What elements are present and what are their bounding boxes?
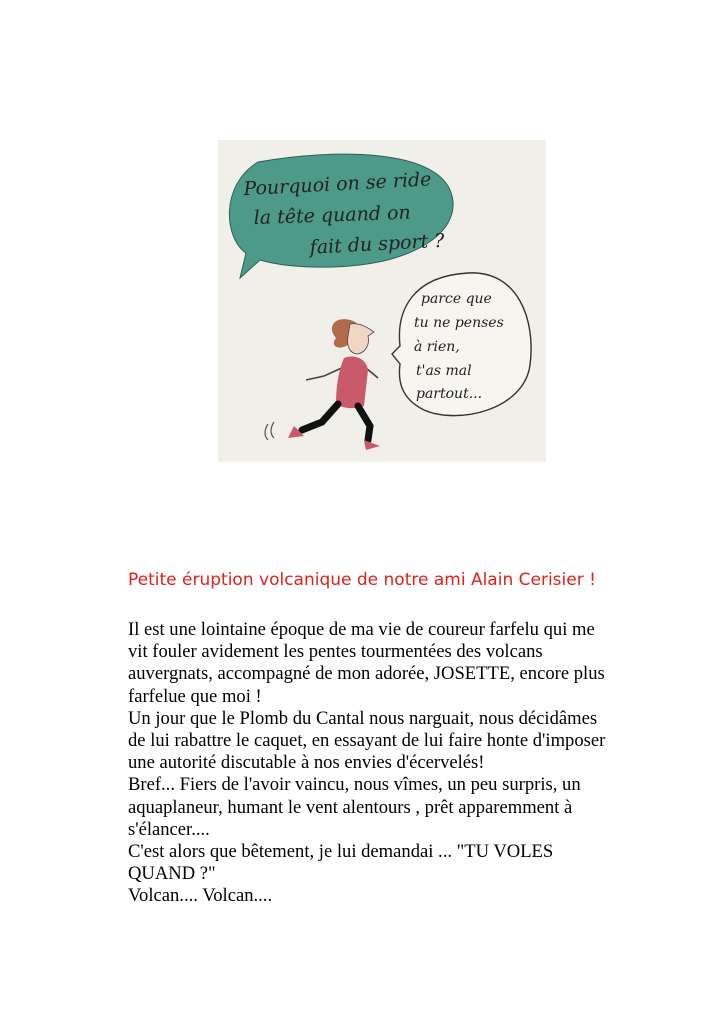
running-woman <box>265 319 380 450</box>
body-line: Il est une lointaine époque de ma vie de coureur farfelu qui me <box>128 619 595 640</box>
body-line: aquaplaneur, humant le vent alentours , prêt apparemment à <box>128 796 573 818</box>
body-line: farfelue que moi ! <box>128 685 262 707</box>
body-line: QUAND ?" <box>128 863 216 885</box>
article-body <box>128 619 668 908</box>
body-line: s'élancer.... <box>128 818 210 840</box>
body-line: Volcan.... Volcan.... <box>128 885 273 907</box>
body-line: Un jour que le Plomb du Cantal nous narguait, nous décidâmes <box>128 707 598 729</box>
answer-line-1: parce que <box>421 291 492 307</box>
article-heading: Petite éruption volcanique de notre ami Alain Cerisier ! <box>128 570 596 590</box>
answer-line-4: t'as mal <box>416 363 472 379</box>
body-line: Bref... Fiers de l'avoir vaincu, nous vîmes, un peu surpris, un <box>128 774 581 796</box>
question-line-2: la tête quand on <box>253 201 412 230</box>
answer-line-3: à rien, <box>414 339 460 355</box>
question-line-3: fait du sport ? <box>309 229 445 259</box>
body-line: une autorité discutable à nos envies d'écervelés! <box>128 752 485 774</box>
answer-line-2: tu ne penses <box>414 315 504 331</box>
cartoon-illustration <box>218 140 546 462</box>
body-line: de lui rabattre le caquet, en essayant de lui faire honte d'imposer <box>128 730 606 752</box>
question-line-1: Pourquoi on se ride <box>242 168 432 201</box>
runner-cartoon <box>218 140 546 462</box>
answer-line-5: partout... <box>416 386 483 402</box>
body-line: auvergnats, accompagné de mon adorée, JOSETTE, encore plus <box>128 663 605 685</box>
body-line: vit fouler avidement les pentes tourmentées des volcans <box>128 641 543 663</box>
body-line: C'est alors que bêtement, je lui demandai ... "TU VOLES <box>128 841 554 863</box>
